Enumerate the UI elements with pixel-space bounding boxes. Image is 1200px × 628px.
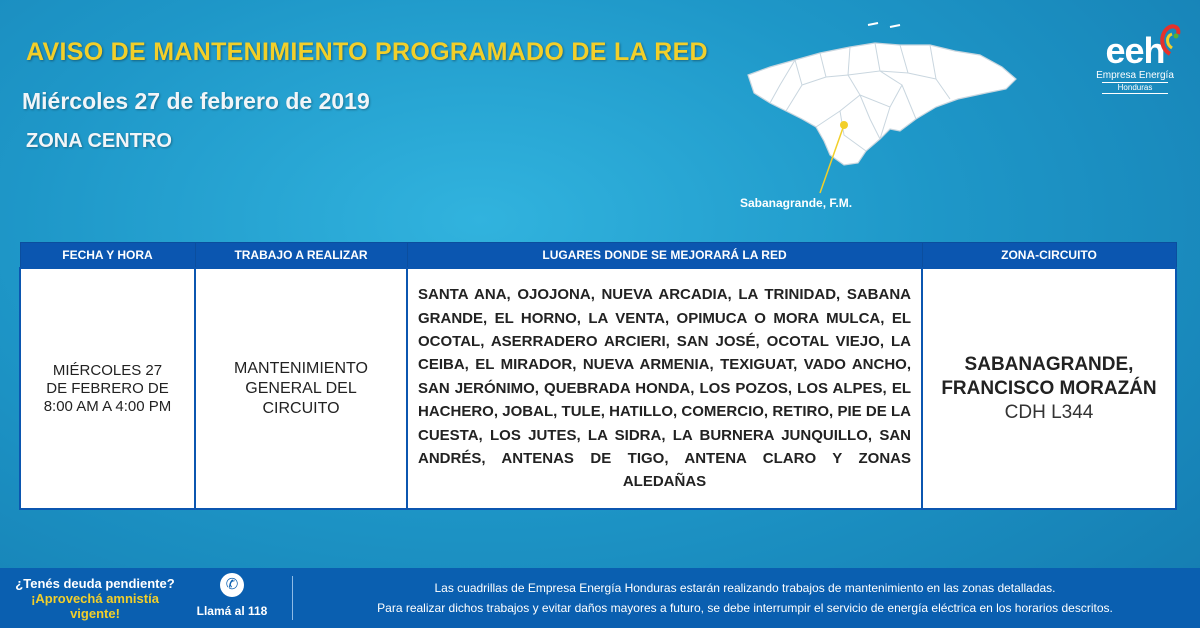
work-line: GENERAL DEL bbox=[245, 379, 357, 397]
notice-date: Miércoles 27 de febrero de 2019 bbox=[22, 88, 370, 114]
honduras-map bbox=[740, 15, 1030, 215]
footer-message bbox=[300, 578, 1190, 618]
logo-swirl-icon bbox=[1156, 22, 1184, 56]
column-header-places: LUGARES DONDE SE MEJORARÁ LA RED bbox=[407, 243, 922, 269]
amnesty-line: ¡Aprovechá amnistía bbox=[31, 591, 159, 606]
debt-question: ¿Tenés deuda pendiente? bbox=[15, 576, 175, 591]
logo-country: Honduras bbox=[1102, 82, 1168, 94]
phone-text: Llamá al 118 bbox=[196, 604, 268, 618]
footer-bar bbox=[0, 568, 1200, 628]
phone-icon: ✆ bbox=[220, 573, 244, 597]
zone-name: ZONA CENTRO bbox=[26, 130, 172, 152]
time-line: 8:00 AM A 4:00 PM bbox=[43, 397, 172, 415]
zone-line: FRANCISCO MORAZÁN bbox=[941, 377, 1157, 399]
page-title: AVISO DE MANTENIMIENTO PROGRAMADO DE LA RED bbox=[26, 38, 708, 66]
map-location-label: Sabanagrande, F.M. bbox=[740, 196, 853, 210]
logo-brand: eeh bbox=[1105, 30, 1165, 71]
footer-message-line: Las cuadrillas de Empresa Energía Honduras estarán realizando trabajos de mantenimiento en las zonas detalladas. bbox=[434, 581, 1056, 595]
amnesty-line: vigente! bbox=[70, 606, 120, 621]
date-line: MIÉRCOLES 27 bbox=[52, 361, 163, 379]
cell-zone-circuit bbox=[922, 268, 1176, 509]
location-marker bbox=[840, 121, 848, 129]
work-line: MANTENIMIENTO bbox=[234, 359, 368, 377]
work-line: CIRCUITO bbox=[262, 399, 340, 417]
logo-company-name: Empresa Energía bbox=[1096, 70, 1174, 81]
table-row bbox=[20, 268, 1176, 509]
footer-divider bbox=[292, 576, 293, 620]
debt-promo bbox=[10, 576, 180, 621]
eeh-logo bbox=[1080, 18, 1190, 98]
bay-islands bbox=[868, 23, 900, 27]
maintenance-table bbox=[19, 242, 1177, 510]
column-header-date: FECHA Y HORA bbox=[20, 243, 195, 269]
cell-places: SANTA ANA, OJOJONA, NUEVA ARCADIA, LA TRINIDAD, SABANA GRANDE, EL HORNO, LA VENTA, OPIMUCA O MORA MULCA, EL OCOTAL, ASERRADERO ARCIERI, SAN JOSÉ, OCOTAL VIEJO, LA CEIBA, EL MIRADOR, NUEVA ARMENIA, TEXIGUAT, VADO ANCHO, SAN JERÓNIMO, QUEBRADA HONDA, LOS POZOS, LOS ALPES, EL HACHERO, JOBAL, TULE, HATILLO, COMERCIO, RETIRO, PIE DE LA CUESTA, LOS JUTES, LA SIDRA, LA BURNERA JUNQUILLO, SAN ANDRÉS, ANTENAS DE TIGO, ANTENA CLARO Y ZONAS ALEDAÑAS bbox=[407, 268, 922, 509]
cell-date-time bbox=[20, 268, 195, 509]
circuit-code: CDH L344 bbox=[1004, 401, 1094, 423]
cell-work bbox=[195, 268, 407, 509]
zone-line: SABANAGRANDE, bbox=[964, 353, 1134, 375]
date-line: DE FEBRERO DE bbox=[46, 379, 169, 397]
table-header-row bbox=[20, 243, 1176, 269]
column-header-zone: ZONA-CIRCUITO bbox=[922, 243, 1176, 269]
column-header-work: TRABAJO A REALIZAR bbox=[195, 243, 407, 269]
footer-message-line: Para realizar dichos trabajos y evitar daños mayores a futuro, se debe interrumpir el servicio de energía eléctrica en los horarios descritos. bbox=[377, 601, 1113, 615]
